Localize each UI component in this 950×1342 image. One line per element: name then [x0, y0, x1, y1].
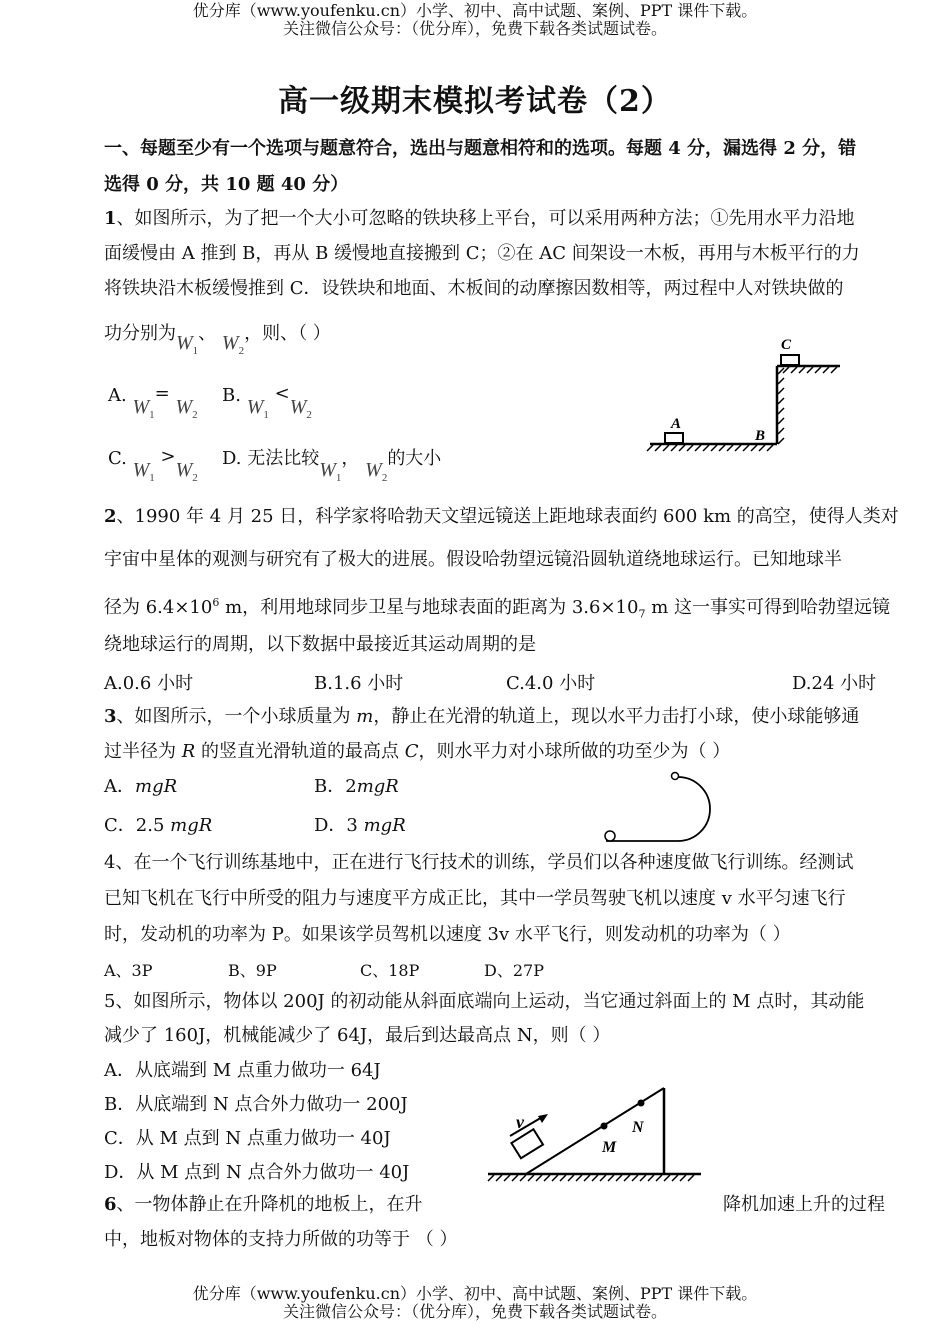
- w1-symbol: $W_1$: [319, 459, 342, 484]
- w2-symbol: $W_2$: [221, 332, 245, 357]
- label-c: C: [781, 337, 792, 353]
- label-b: B: [755, 428, 766, 444]
- q5-option-b: B．从底端到 N 点合外力做功一 200J: [104, 1094, 408, 1115]
- q6-line-1a: 6、一物体静止在升降机的地板上，在升: [104, 1194, 423, 1215]
- q1-line-3: 将铁块沿木板缓慢推到 C．设铁块和地面、木板间的动摩擦因数相等，两过程中人对铁块做的: [104, 278, 844, 299]
- q1-option-d: D. 无法比较$W_1$， $W_2$的大小: [222, 448, 442, 484]
- ground-hatching: [647, 445, 773, 451]
- w1-symbol: $W_1$: [246, 396, 269, 421]
- q6-number: 6: [104, 1194, 117, 1215]
- q5-option-c: C．从 M 点到 N 点重力做功一 40J: [104, 1128, 391, 1149]
- ground-hatching: [488, 1175, 694, 1181]
- q6-line-1b: 降机加速上升的过程: [723, 1194, 885, 1215]
- q3-option-c: C．2.5 mgR: [104, 815, 213, 836]
- q6-line-2: 中，地板对物体的支持力所做的功等于 （ ）: [104, 1229, 458, 1250]
- loop-track: [606, 777, 710, 841]
- w1-symbol: $W_1$: [132, 459, 155, 484]
- q5-option-a: A．从底端到 M 点重力做功一 64J: [104, 1060, 381, 1081]
- w1-symbol: $W_1$: [176, 332, 199, 357]
- point-n: [638, 1100, 645, 1107]
- q3-line-1: 3、如图所示，一个小球质量为 m，静止在光滑的轨道上，现以水平力击打小球，使小球能够通: [104, 706, 860, 727]
- label-v: v: [516, 1112, 524, 1132]
- wall-hatching: [778, 368, 784, 444]
- header-line-2: 关注微信公众号：（优分库），免费下载各类试题试卷。: [282, 19, 667, 38]
- w2-symbol: $W_2$: [365, 459, 388, 484]
- q2-text-1: 、1990 年 4 月 25 日，科学家将哈勃天文望远镜送上距地球表面约 600 km 的高空，使得人类对: [116, 506, 899, 527]
- q4-option-c: C、18P: [360, 961, 420, 980]
- q1-option-a: A. $W_1= W_2$: [108, 383, 198, 421]
- q3-option-b: B．2mgR: [314, 776, 399, 797]
- q1-option-c: C. $W_1 >W_2$: [108, 446, 198, 484]
- q4-option-a: A、3P: [104, 961, 153, 980]
- w2-symbol: $W_2$: [175, 396, 198, 421]
- w2-symbol: $W_2$: [289, 396, 312, 421]
- q2-line-4: 绕地球运行的周期，以下数据中最接近其运动周期的是: [104, 634, 536, 655]
- q2-option-c: C.4.0 小时: [506, 673, 596, 694]
- header-line-1: 优分库（www.youfenku.cn）小学、初中、高中试题、案例、PPT 课件下载。: [192, 1, 758, 20]
- q4-option-d: D、27P: [484, 961, 544, 980]
- block-on-incline: [511, 1129, 543, 1158]
- q5-line-2: 减少了 160J，机械能减少了 64J，最后到达最高点 N，则（ ）: [104, 1025, 611, 1046]
- q3-option-a: A．mgR: [104, 776, 178, 797]
- block-at-a: [665, 433, 683, 443]
- footer-line-1: 优分库（www.youfenku.cn）小学、初中、高中试题、案例、PPT 课件下载。: [192, 1284, 758, 1303]
- q3-option-d: D．3 mgR: [314, 815, 406, 836]
- q1-line-4: [104, 322, 331, 357]
- q1-line-2: 面缓慢由 A 推到 B，再从 B 缓慢地直接搬到 C；②在 AC 间架设一木板，再用与木板平行的力: [104, 243, 860, 264]
- loop-top-point: [672, 773, 679, 780]
- footer-line-2: 关注微信公众号：（优分库），免费下载各类试题试卷。: [282, 1302, 667, 1321]
- q4-line-1: 4、在一个飞行训练基地中，正在进行飞行技术的训练，学员们以各种速度做飞行训练。经测试: [104, 852, 854, 873]
- q2-line-1: [104, 506, 899, 528]
- q1-text-4b: 、: [198, 323, 217, 344]
- q2-line-3: 径为 $6.4\times 10^6$ m，利用地球同步卫星与地球表面的距离为 $3.6\times 10_7$ m 这一事实可得到哈勃望远镜: [104, 596, 890, 621]
- q5-line-1: 5、如图所示，物体以 200J 的初动能从斜面底端向上运动，当它通过斜面上的 M 点时，其动能: [104, 991, 865, 1012]
- ball: [605, 831, 615, 841]
- velocity-arrowhead: [538, 1114, 548, 1123]
- q1-option-b: B. $W_1 <W_2$: [222, 383, 312, 421]
- q1-text-1: 、如图所示，为了把一个大小可忽略的铁块移上平台，可以采用两种方法；①先用水平力沿地: [116, 208, 855, 229]
- q2-number: 2: [104, 506, 117, 527]
- q1-text-4a: 功分别为: [104, 323, 176, 344]
- q2-option-b: B.1.6 小时: [314, 673, 404, 694]
- q2-line-2: 宇宙中星体的观测与研究有了极大的进展。假设哈勃望远镜沿圆轨道绕地球运行。已知地球半: [104, 549, 842, 570]
- w1-symbol: $W_1$: [132, 396, 155, 421]
- q1-line-1: [104, 208, 855, 230]
- q3-figure: [596, 768, 716, 853]
- q2-option-a: A.0.6 小时: [104, 673, 194, 694]
- q5-figure: [486, 1068, 706, 1186]
- q4-option-b: B、9P: [228, 961, 277, 980]
- point-m: [601, 1123, 608, 1130]
- section-instructions-2: 选得 0 分，共 10 题 40 分）: [104, 174, 349, 195]
- q2-option-d: D.24 小时: [792, 673, 877, 694]
- q1-figure: [645, 330, 845, 455]
- q1-text-4c: ，则、（ ）: [244, 323, 331, 344]
- q1-option-d-tail: 的大小: [387, 448, 442, 469]
- label-m: M: [602, 1139, 617, 1156]
- label-a: A: [671, 416, 682, 432]
- platform-hatching: [783, 367, 837, 373]
- block-at-c: [781, 355, 799, 365]
- section-instructions-1: 一、每题至少有一个选项与题意符合，选出与题意相符和的选项。每题 4 分，漏选得 2 分，错: [104, 138, 857, 159]
- q4-line-2: 已知飞机在飞行中所受的阻力与速度平方成正比，其中一学员驾驶飞机以速度 v 水平匀速飞行: [104, 888, 846, 909]
- q3-number: 3: [104, 706, 117, 727]
- page-title: 高一级期末模拟考试卷（2）: [278, 84, 672, 119]
- q1-number: 1: [104, 208, 117, 229]
- q4-line-3: 时，发动机的功率为 P。如果该学员驾机以速度 3v 水平飞行，则发动机的功率为（ ）: [104, 924, 791, 945]
- q3-line-2: 过半径为 R 的竖直光滑轨道的最高点 C，则水平力对小球所做的功至少为（ ）: [104, 741, 731, 762]
- label-n: N: [632, 1119, 644, 1136]
- q5-option-d: D．从 M 点到 N 点合外力做功一 40J: [104, 1162, 410, 1183]
- w2-symbol: $W_2$: [175, 459, 198, 484]
